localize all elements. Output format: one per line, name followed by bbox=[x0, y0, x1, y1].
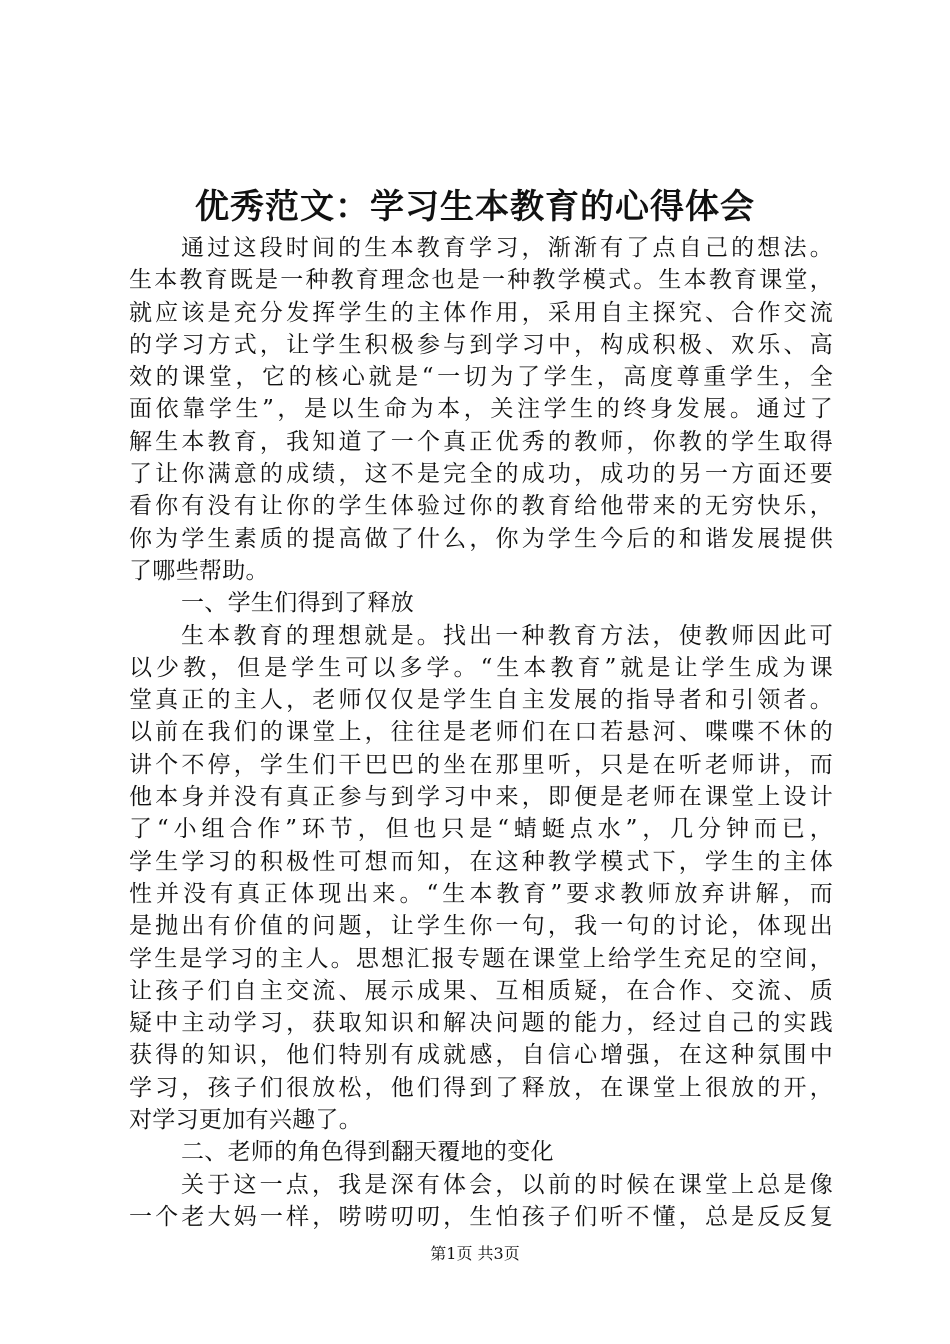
paragraph-line: 了哪些帮助。 bbox=[129, 557, 269, 584]
paragraph-line: 了让你满意的成绩，这不是完全的成功，成功的另一方面还要 bbox=[129, 461, 833, 488]
paragraph-line: 你为学生素质的提高做了什么，你为学生今后的和谐发展提供 bbox=[129, 525, 833, 552]
paragraph-line: 看你有没有让你的学生体验过你的教育给他带来的无穷快乐， bbox=[129, 493, 833, 520]
paragraph-line: 学习，孩子们很放松，他们得到了释放，在课堂上很放的开， bbox=[129, 1074, 833, 1101]
paragraph-line: 以少教，但是学生可以多学。“生本教育”就是让学生成为课 bbox=[129, 654, 833, 681]
paragraph-line: 对学习更加有兴趣了。 bbox=[129, 1107, 362, 1134]
paragraph-line: 就应该是充分发挥学生的主体作用，采用自主探究、合作交流 bbox=[129, 299, 833, 326]
paragraph-line: 以前在我们的课堂上，往往是老师们在口若悬河、喋喋不休的 bbox=[129, 719, 833, 746]
document-title: 优秀范文：学习生本教育的心得体会 bbox=[195, 187, 755, 227]
paragraph-line: 生本教育的理想就是。找出一种教育方法，使教师因此可 bbox=[181, 622, 833, 649]
paragraph-line: 讲个不停，学生们干巴巴的坐在那里听，只是在听老师讲，而 bbox=[129, 751, 833, 778]
document-body bbox=[129, 232, 833, 1233]
paragraph-line: 了“小组合作”环节，但也只是“蜻蜓点水”，几分钟而已， bbox=[129, 816, 833, 843]
paragraph-line: 性并没有真正体现出来。“生本教育”要求教师放弃讲解，而 bbox=[129, 880, 833, 907]
paragraph-line: 解生本教育，我知道了一个真正优秀的教师，你教的学生取得 bbox=[129, 428, 833, 455]
paragraph-line: 是抛出有价值的问题，让学生你一句，我一句的讨论，体现出 bbox=[129, 913, 833, 940]
section-heading: 一、学生们得到了释放 bbox=[181, 590, 414, 617]
paragraph-line: 的学习方式，让学生积极参与到学习中，构成积极、欢乐、高 bbox=[129, 331, 833, 358]
page-number-footer: 第1页 共3页 bbox=[430, 1244, 520, 1263]
paragraph-line: 堂真正的主人，老师仅仅是学生自主发展的指导者和引领者。 bbox=[129, 687, 833, 714]
paragraph-line: 学生学习的积极性可想而知，在这种教学模式下，学生的主体 bbox=[129, 848, 833, 875]
paragraph-line: 一个老大妈一样，唠唠叨叨，生怕孩子们听不懂，总是反反复 bbox=[129, 1203, 833, 1230]
paragraph-line: 学生是学习的主人。思想汇报专题在课堂上给学生充足的空间， bbox=[129, 945, 833, 972]
paragraph-line: 让孩子们自主交流、展示成果、互相质疑，在合作、交流、质 bbox=[129, 977, 833, 1004]
paragraph-line: 面依靠学生”，是以生命为本，关注学生的终身发展。通过了 bbox=[129, 396, 833, 423]
paragraph-line: 他本身并没有真正参与到学习中来，即便是老师在课堂上设计 bbox=[129, 784, 833, 811]
paragraph-line: 生本教育既是一种教育理念也是一种教学模式。生本教育课堂， bbox=[129, 267, 833, 294]
paragraph-line: 效的课堂，它的核心就是“一切为了学生，高度尊重学生，全 bbox=[129, 364, 833, 391]
section-heading: 二、老师的角色得到翻天覆地的变化 bbox=[181, 1139, 554, 1166]
paragraph-line: 关于这一点，我是深有体会，以前的时候在课堂上总是像 bbox=[181, 1171, 833, 1198]
paragraph-line: 通过这段时间的生本教育学习，渐渐有了点自己的想法。 bbox=[181, 235, 833, 261]
paragraph-line: 疑中主动学习，获取知识和解决问题的能力，经过自己的实践 bbox=[129, 1010, 833, 1037]
paragraph-line: 获得的知识，他们特别有成就感，自信心增强，在这种氛围中 bbox=[129, 1042, 833, 1069]
